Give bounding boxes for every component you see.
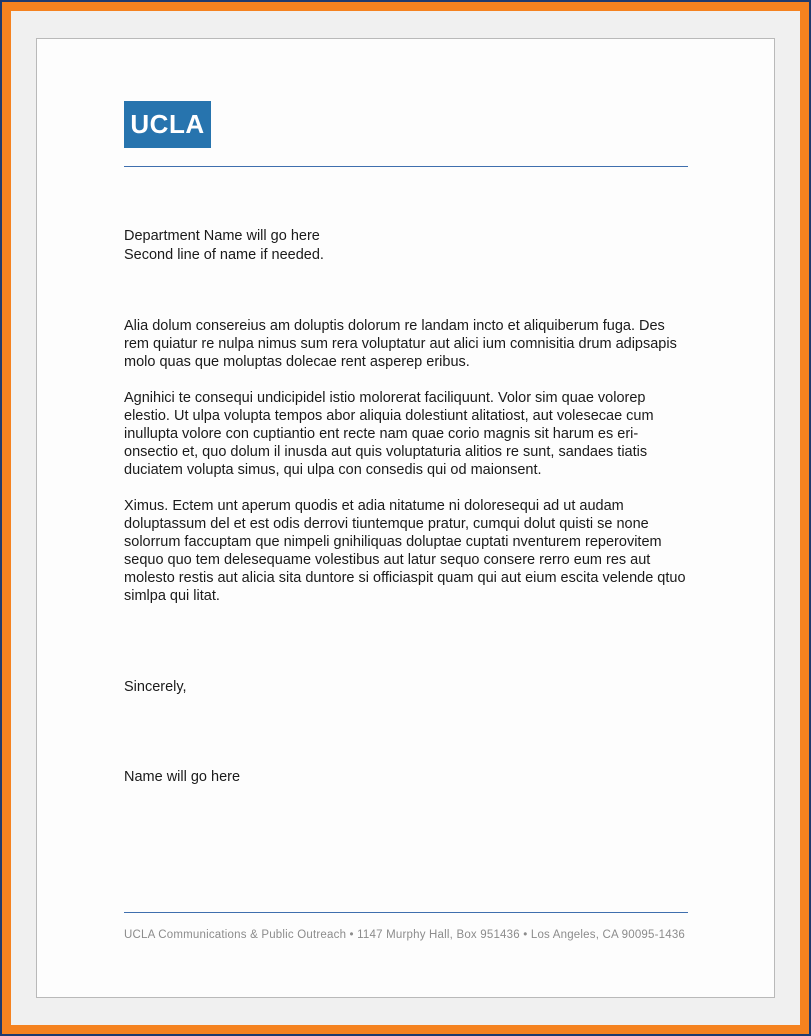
- signature-name: Name will go here: [124, 769, 241, 785]
- footer-address: UCLA Communications & Public Outreach • 1147 Murphy Hall, Box 951436 • Los Angeles, CA 90095-1436: [124, 929, 686, 941]
- department-name-block: [124, 227, 324, 264]
- closing-text: Sincerely,: [124, 679, 187, 695]
- department-line-2: Second line of name if needed.: [124, 246, 324, 263]
- footer-divider: [124, 912, 688, 913]
- paragraph-1: Alia dolum consereius am doluptis dolorum re landam incto et aliquiberum fuga. Des rem quiatur re nulpa nimus sum rera voluptatur aut alici ium comnisitia drum adipsapis molo quas que moluptas dolecae rent asperep eribus.: [124, 318, 677, 370]
- letter-body: [124, 317, 690, 623]
- department-line-1: Department Name will go here: [124, 228, 320, 244]
- ucla-logo-text: UCLA: [130, 109, 205, 139]
- ucla-logo: [124, 101, 211, 148]
- header-divider: [124, 166, 688, 167]
- paragraph-2: Agnihici te consequi undicipidel istio molorerat faciliquunt. Volor sim quae volorep elestio. Ut ulpa volupta tempos abor aliquia dolestiunt alitatiost, aut volesecae cum inullupta volore con cuptiantio ent recte nam quae corio magnis sit harum es eri-onsectio et, quo dolum il inusda aut quis voluptaturia alitios re sunt, sandaes tiatis duciatem volupta simus, qui ulpa con consedis qui od maionsent.: [124, 390, 654, 478]
- letter-page: [36, 38, 775, 998]
- paragraph-3: Ximus. Ectem unt aperum quodis et adia nitatume ni doloresequi ad ut audam doluptassum del et est odis derrovi tiuntemque pratur, cumqui dolut quisti se none solorrum faccuptam que nimpeli gnihiliquas doluptae cuptati nventurem reperovitem sequo quo tem delesequame volestibus aut latur sequo consere rerro eum res aut molesto restis aut alicia sita duntore si officiaspit quam qui aut eium escita velende qtuo simlpa qui litat.: [124, 498, 686, 604]
- page-background: [11, 11, 800, 1025]
